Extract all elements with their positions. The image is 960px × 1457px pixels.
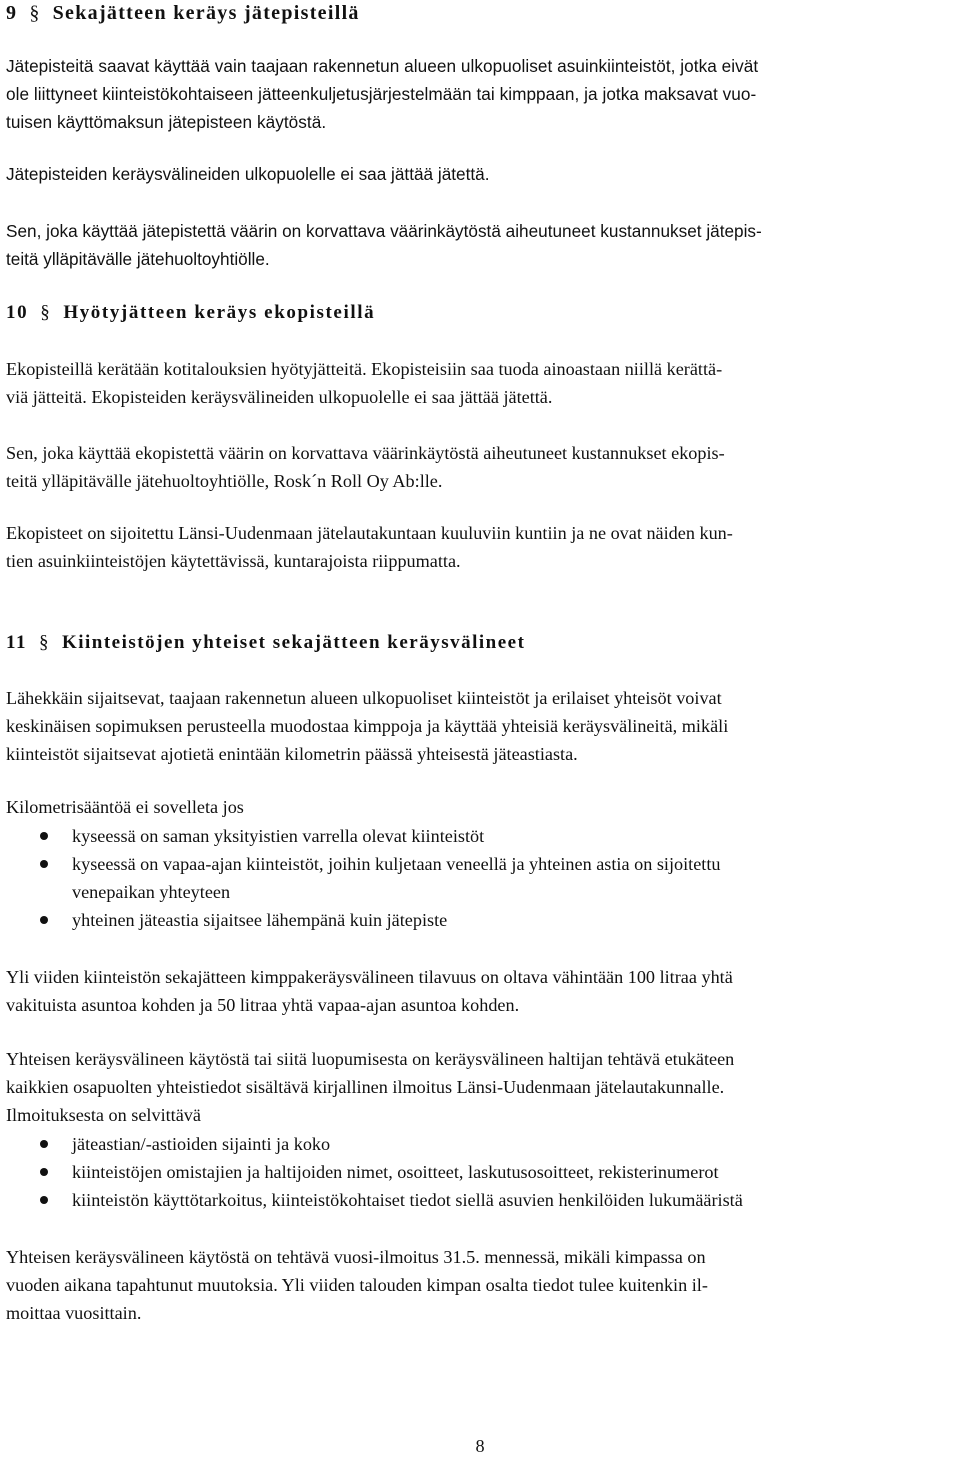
s11-paragraph-1: Lähekkäin sijaitsevat, taajaan rakennetun alueen ulkopuoliset kiinteistöt ja erilaiset yhteisöt voivat keskinäisen sopimuksen perusteella muodostaa kimppoja ja käyttää yhteisiä keräysvälineitä, mikäli kiinteistöt sijaitsevat ajotietä enintään kilometrin päässä yhteisestä jäteastiasta. (6, 688, 729, 764)
section-sign: § (38, 632, 50, 653)
s9-paragraph-3: Sen, joka käyttää jätepistettä väärin on korvattava väärinkäytöstä aiheutuneet kustannukset jätepis- teitä ylläpitävälle jätehuoltoyhtiölle. (6, 221, 762, 269)
list-item: yhteinen jäteastia sijaitsee lähempänä kuin jätepiste (6, 906, 956, 934)
section-number: 9 (6, 2, 18, 24)
page-number: 8 (475, 1436, 485, 1456)
s9-paragraph-2: Jätepisteiden keräysvälineiden ulkopuolelle ei saa jättää jätettä. (6, 164, 490, 184)
section-9-heading (6, 1, 360, 25)
s9-paragraph-1: Jätepisteitä saavat käyttää vain taajaan rakennetun alueen ulkopuoliset asuinkiinteistöt, jotka eivät ole liittyneet kiinteistökohtaiseen jätteenkuljetusjärjestelmään tai kimppaan, ja jotka maksavat vuo- tuisen käyttömaksun jätepisteen käytöstä. (6, 56, 759, 132)
list-item: kyseessä on vapaa-ajan kiinteistöt, joihin kuljetaan veneellä ja yhteinen astia on sijoitettu venepaikan yhteyteen (6, 850, 956, 906)
section-sign: § (29, 2, 41, 24)
section-sign: § (40, 302, 52, 323)
s11-paragraph-5: Yhteisen keräysvälineen käytöstä on tehtävä vuosi-ilmoitus 31.5. mennessä, mikäli kimpassa on vuoden aikana tapahtunut muutoksia. Yli viiden talouden kimpan osalta tiedot tulee kuitenkin il- moittaa vuosittain. (6, 1247, 708, 1323)
s11-bullet-list-1 (6, 822, 956, 934)
list-item: kiinteistön käyttötarkoitus, kiinteistökohtaiset tiedot siellä asuvien henkilöiden lukumääristä (6, 1186, 956, 1214)
s11-bullet-list-2 (6, 1130, 956, 1214)
bullet-icon (40, 832, 48, 840)
list-item: kyseessä on saman yksityistien varrella olevat kiinteistöt (6, 822, 956, 850)
bullet-icon (40, 916, 48, 924)
s10-paragraph-2: Sen, joka käyttää ekopistettä väärin on korvattava väärinkäytöstä aiheutuneet kustannukset ekopis- teitä ylläpitävälle jätehuoltoyhtiölle, Rosk´n Roll Oy Ab:lle. (6, 443, 725, 491)
section-title: Kiinteistöjen yhteiset sekajätteen keräysvälineet (61, 632, 526, 653)
section-title: Hyötyjätteen keräys ekopisteillä (63, 302, 376, 323)
section-number: 10 (6, 302, 29, 323)
s10-paragraph-1: Ekopisteillä kerätään kotitalouksien hyötyjätteitä. Ekopisteisiin saa tuoda ainoastaan niillä kerättä- viä jätteitä. Ekopisteiden keräysvälineiden ulkopuolelle ei saa jättää jätettä. (6, 359, 723, 407)
section-title: Sekajätteen keräys jätepisteillä (52, 2, 360, 24)
s11-paragraph-3: Yli viiden kiinteistön sekajätteen kimppakeräysvälineen tilavuus on oltava vähintään 100 litraa yhtä vakituista asuntoa kohden ja 50 litraa yhtä vapaa-ajan asuntoa kohden. (6, 967, 733, 1015)
section-number: 11 (6, 632, 27, 653)
list-item: kiinteistöjen omistajien ja haltijoiden nimet, osoitteet, laskutusosoitteet, rekisterinumerot (6, 1158, 956, 1186)
bullet-icon (40, 860, 48, 868)
s11-paragraph-4: Yhteisen keräysvälineen käytöstä tai siitä luopumisesta on keräysvälineen haltijan tehtävä etukäteen kaikkien osapuolten yhteistiedot sisältävä kirjallinen ilmoitus Länsi-Uudenmaan jätelautakunnalle. Ilmoituksesta on selvittävä (6, 1049, 735, 1125)
bullet-icon (40, 1196, 48, 1204)
section-10-heading (6, 301, 375, 325)
s11-paragraph-2: Kilometrisääntöä ei sovelleta jos (6, 797, 244, 817)
list-item: jäteastian/-astioiden sijainti ja koko (6, 1130, 956, 1158)
section-11-heading (6, 631, 525, 655)
bullet-icon (40, 1168, 48, 1176)
s10-paragraph-3: Ekopisteet on sijoitettu Länsi-Uudenmaan jätelautakuntaan kuuluviin kuntiin ja ne ovat näiden kun- tien asuinkiinteistöjen käytettävissä, kuntarajoista riippumatta. (6, 523, 733, 571)
bullet-icon (40, 1140, 48, 1148)
